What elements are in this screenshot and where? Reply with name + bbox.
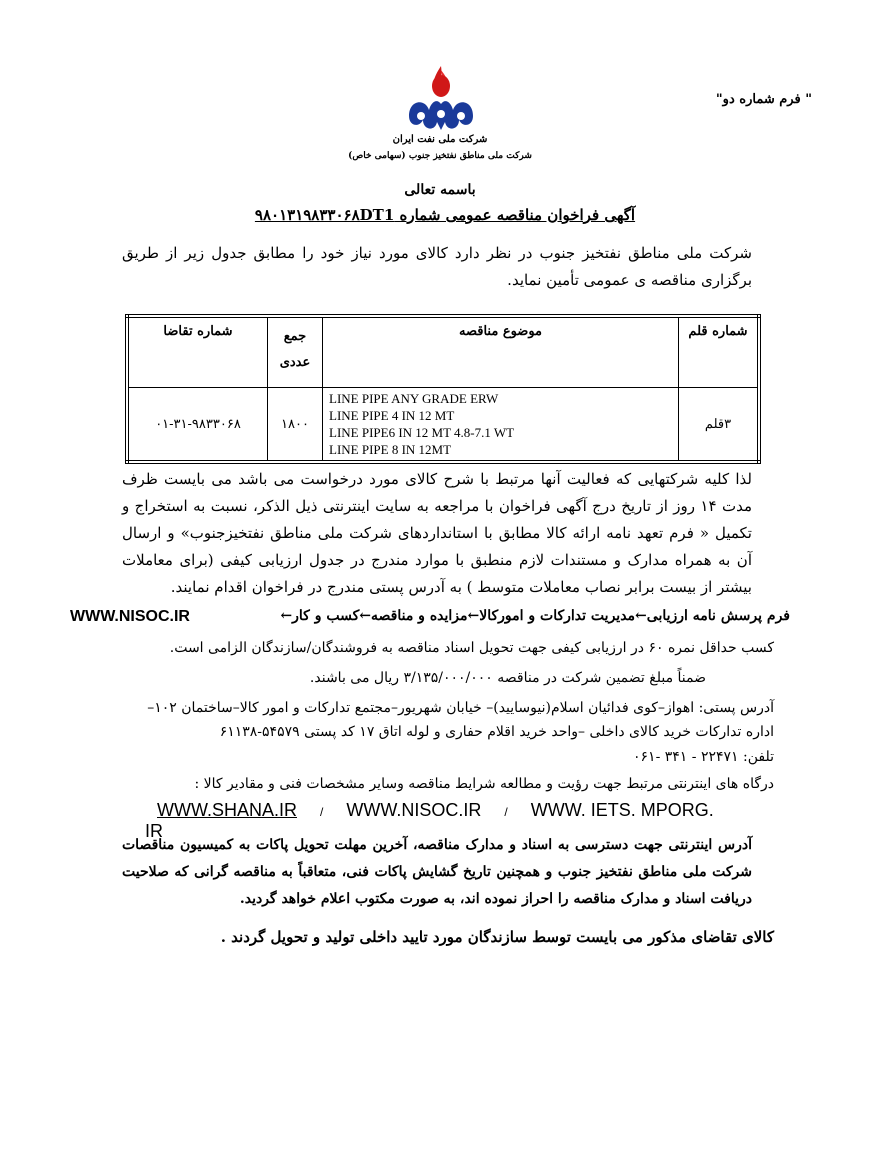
- header-request-no: شماره تقاضا: [127, 316, 268, 388]
- portal-separator: /: [504, 805, 508, 819]
- cell-quantity: ۱۸۰۰: [268, 388, 323, 463]
- portal-link[interactable]: WWW. IETS. MPORG. IR: [145, 800, 714, 841]
- company-subname: شرکت ملی مناطق نفتخیز جنوب (سهامی خاص): [348, 151, 532, 161]
- intro-paragraph: شرکت ملی مناطق نفتخیز جنوب در نظر دارد کالای مورد نیاز خود را مطابق جدول زیر از طریق برگزاری مناقصه ی عمومی تأمین نماید.: [122, 244, 752, 289]
- portals-intro: درگاه های اینترنتی مرتبط جهت رؤیت و مطالعه شرایط مناقصه وسایر مشخصات فنی و مقادیر کالا :: [194, 776, 774, 792]
- subject-line: LINE PIPE 8 IN 12MT: [329, 442, 452, 457]
- subject-line: LINE PIPE 4 IN 12 MT: [329, 408, 455, 423]
- items-table: [125, 314, 761, 464]
- table-row: [127, 388, 759, 463]
- cell-item-no: ۳قلم: [679, 388, 760, 463]
- subject-line: LINE PIPE ANY GRADE ERW: [329, 391, 499, 406]
- body-paragraph: لذا کلیه شرکتهایی که فعالیت آنها مرتبط با شرح کالای مورد درخواست می باشد می بایست ظرف مدت ۱۴ روز از تاریخ درج آگهی فراخوان با مراجعه به سایت اینترنتی ذیل الذکر، نسبت به استخراج و تکمیل « فرم تعهد نامه ارائه کالا مطابق با استانداردهای شرکت ملی مناطق نفتخیزجنوب» و ارسال آن به همراه مدارک و مستندات لازم منطبق با موارد مندرج در جدول ارزیابی کیفی (برای معاملات بیشتر از بیست برابر نصاب معاملات متوسط ) به آدرس پستی مندرج در فراخوان اقدام نمایند.: [122, 470, 752, 596]
- header-item-no: شماره قلم: [679, 316, 760, 388]
- subject-line: LINE PIPE6 IN 12 MT 4.8-7.1 WT: [329, 425, 515, 440]
- header-quantity: جمع عددی: [268, 316, 323, 388]
- header-subject: موضوع مناقصه: [323, 316, 679, 388]
- cell-subject: [323, 388, 679, 463]
- final-note: کالای تقاضای مذکور می بایست توسط سازندگان مورد تایید داخلی تولید و تحویل گردند .: [220, 928, 774, 946]
- page-title: آگهی فراخوان مناقصه عمومی شماره ۹۸۰۱۳۱۹۸۳۳۰۶۸DT1: [254, 206, 636, 224]
- nioc-logo: [403, 64, 479, 136]
- guarantee-note: ضمناً مبلغ تضمین شرکت در مناقصه ۳/۱۳۵/۰۰۰/۰۰۰ ریال می باشند.: [309, 670, 706, 686]
- form-label: " فرم شماره دو": [715, 92, 812, 107]
- company-name: شرکت ملی نفت ایران: [392, 134, 488, 145]
- portal-separator: /: [320, 805, 324, 819]
- table-header-row: [127, 316, 759, 388]
- min-score-note: کسب حداقل نمره ۶۰ در ارزیابی کیفی جهت تحویل اسناد مناقصه به فروشندگان/سازندگان الزامی است.: [169, 640, 774, 656]
- bismillah: باسمه تعالی: [404, 182, 476, 198]
- phone-number: تلفن: ۲۲۴۷۱ - ۳۴۱ -۰۶۱: [633, 749, 774, 765]
- address-line-1: آدرس پستی: اهواز–کوی فدائیان اسلام(نیوسایید)– خیابان شهریور–مجتمع تدارکات و امور کالا–ساختمان ۱۰۲–: [147, 700, 774, 716]
- address-line-2: اداره تدارکات خرید کالای داخلی –واحد خرید اقلام حفاری و لوله اتاق ۱۷ کد پستی ۵۴۵۷۹-۶۱۱۳۸: [219, 724, 774, 740]
- closing-paragraph: آدرس اینترنتی جهت دسترسی به اسناد و مدارک مناقصه، آخرین مهلت تحویل پاکات به کمیسیون مناقصات شرکت ملی مناطق نفتخیز جنوب و همچنین تاریخ گشایش پاکات فنی، متعاقباً به مناقصه گرانی که صلاحیت دریافت اسناد و مدارک مناقصه را احراز نموده اند، به صورت مکتوب اعلام خواهد گردید.: [122, 837, 752, 907]
- portal-link[interactable]: WWW.NISOC.IR: [346, 800, 482, 820]
- nisoc-site-link[interactable]: WWW.NISOC.IR: [70, 608, 190, 625]
- evaluation-path-text: فرم پرسش نامه ارزیابی←مدیریت تدارکات و امورکالا←مزایده و مناقصه←کسب و کار←: [280, 608, 790, 624]
- cell-request-no: ۰۱-۳۱-۹۸۳۳۰۶۸: [127, 388, 268, 463]
- portal-link[interactable]: WWW.SHANA.IR: [157, 800, 297, 820]
